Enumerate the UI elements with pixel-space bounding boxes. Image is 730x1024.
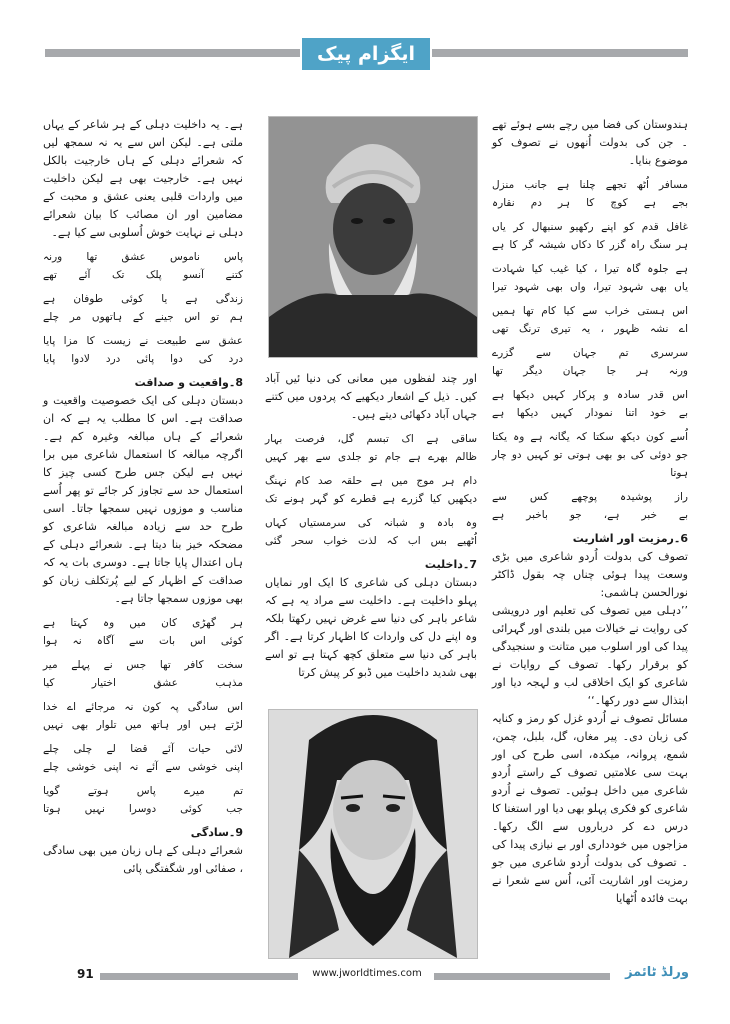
verse: غافل قدم کو اپنے رکھیو سنبھال کر یاں ہر سنگ راہ گزر کا دکاں شیشہ گر کا ہے — [492, 221, 688, 251]
verse: اس ہستی خراب سے کیا کام تھا ہمیں اے نشہ ظہور ، یہ تیری ترنگ تھی — [492, 305, 688, 335]
section-heading-9: 9۔سادگی — [190, 826, 243, 839]
verse: اُسے کون دیکھ سکتا کہ یگانہ ہے وہ یکتا جو دوئی کی بو بھی ہوتی تو کہیں دو چار ہوتا — [492, 431, 688, 479]
left-column — [43, 116, 243, 878]
middle-column — [265, 370, 477, 682]
left-intro: ہے۔ یہ داخلیت دہلی کے ہر شاعر کے یہاں ملتی ہے۔ لیکن اس سے یہ نہ سمجھ لیں کہ شعرائے دہلی کے ہاں خارجیت بالکل نہیں ہے۔ خارجیت بھی ہے لیکن داخلیت میں واردات قلبی یعنی عشق و محبت کے مضامین اور ان مصائب کا بیان شعرائے دہلی نے نہایت خوش اُسلوبی سے کیا ہے۔ — [43, 118, 243, 239]
middle-intro: اور چند لفظوں میں معانی کی دنیا ئیں آباد کیں۔ ذیل کے اشعار دیکھیے کہ پردوں میں کتنے جہاں آباد دکھائی دیتے ہیں۔ — [265, 372, 477, 421]
verse: زندگی ہے یا کوئی طوفان ہے ہم تو اس جینے کے ہاتھوں مر چلے — [43, 293, 243, 323]
verse: سخت کافر تھا جس نے پہلے میر مذہب عشق اختیار کیا — [43, 659, 243, 689]
paragraph-6b: مسائل تصوف نے اُردو غزل کو رمز و کنایہ کی زبان دی۔ پیر مغاں، گل، بلبل، چمن، شمع، پروانہ، میکدہ، اسی طرح کی اور بہت سی علامتیں تصوف کے راستے اُردو شاعری میں داخل ہوئیں۔ تصوف نے اُردو شاعری کو فکری پہلو بھی دیا اور استغنا کا درس دے کر درباروں سے الگ رکھا۔ مزاجوں میں خودداری اور بے نیازی پیدا کی ۔ تصوف کی بدولت اُردو شاعری میں جو رمزیت اور اشاریت آئی، اُس سے شعرا نے بہت فائدہ اُٹھایا — [492, 712, 688, 905]
verse: ہے جلوہ گاہ تیرا ، کیا غیب کیا شہادت یاں بھی شہود تیرا، واں بھی شہود تیرا — [492, 263, 688, 293]
paragraph-6a: تصوف کی بدولت اُردو شاعری میں بڑی وسعت پیدا ہوئی چناں چہ بقول ڈاکٹر نورالحسن ہاشمی: — [492, 550, 688, 599]
paragraph-7: دبستان دہلی کی شاعری کا ایک اور نمایاں پہلو داخلیت ہے۔ داخلیت سے مراد یہ ہے کہ شاعر باہر کی دنیا سے غرض نہیں رکھتا بلکہ وہ اپنے دل کی واردات کا اظہار کرتا ہے۔ اگر باہر کی دنیا سے متعلق کچھ کہتا ہے تو اسے بھی شدید داخلیت میں ڈبو کر پیش کرتا — [265, 576, 477, 679]
verse: ساقی ہے اک تبسم گل، فرصت بہار ظالم بھرے ہے جام تو جلدی سے بھر کہیں — [265, 433, 477, 463]
verse: ہر گھڑی کان میں وہ کہتا ہے کوئی اس بات سے آگاہ نہ ہوا — [43, 617, 243, 647]
verse: وہ بادہ و شبانہ کی سرمستیاں کہاں اُٹھیے بس اب کہ لذت خواب سحر گئی — [265, 517, 477, 547]
verse: مسافر اُٹھ تجھے چلنا ہے جانب منزل بجے ہے کوچ کا ہر دم نقارہ — [492, 179, 688, 209]
verse: دام ہر موج میں ہے حلقہ صد کام نہنگ دیکھیں کیا گزرے ہے قطرے کو گہر ہونے تک — [265, 475, 477, 505]
brand-logo: ورلڈ ٹائمز — [625, 965, 689, 980]
paragraph-8: دبستان دہلی کی ایک خصوصیت واقعیت و صداقت ہے۔ اس کا مطلب یہ ہے کہ ان شعرائے کے ہاں مبالغہ وغیرہ کم ہے۔ اگرچہ مبالغہ کا استعمال شاعری میں برا نہیں ہے لیکن جس طرح کسی چیز کا استعمال حد سے تجاوز کر جائے تو پھر اُسے مناسب و موزوں نہیں سمجھا جاتا۔ اسی طرح حد سے زیادہ مبالغہ شاعری کو مضحکہ خیز بنا دیتا ہے۔ شعرائے دہلی کے ہاں اعتدال پایا جاتا ہے۔ دوسری بات یہ کہ صداقت کے اظہار کے لیے پُرتکلف زبان کو بھی موزوں سمجھا جاتا ہے۔ — [43, 394, 243, 605]
verse: سرسری تم جہان سے گزرے ورنہ ہر جا جہان دیگر تھا — [492, 347, 688, 377]
verse: راز پوشیدہ پوچھے کس سے بے خبر ہے، جو باخبر ہے — [492, 491, 688, 521]
header-rule-right — [432, 49, 688, 57]
right-column — [492, 116, 688, 908]
right-intro: ہندوستان کی فضا میں رچے بسے ہوئے تھے ۔ جن کی بدولت اُنھوں نے تصوف کو موضوع بنایا۔ — [492, 118, 688, 167]
verse: پاس ناموس عشق تھا ورنہ کتنے آنسو پلک تک آئے تھے — [43, 251, 243, 281]
verse: تم میرے پاس ہوتے گویا جب کوئی دوسرا نہیں ہوتا — [43, 785, 243, 815]
paragraph-9: شعرائے دہلی کے ہاں زبان میں بھی سادگی ، صفائی اور شگفتگی پائی — [43, 844, 243, 875]
footer-rule-left — [100, 973, 298, 980]
footer-rule-right — [434, 973, 610, 980]
footer-url[interactable]: www.jworldtimes.com — [312, 968, 422, 979]
section-title: ایگزام پیک — [302, 38, 430, 70]
verse: لائی حیات آئے قضا لے چلی چلے اپنی خوشی سے آئے نہ اپنی خوشی چلے — [43, 743, 243, 773]
page-number: 91 — [77, 967, 94, 981]
portrait-sketch-bearded — [268, 709, 478, 959]
portrait-photo-turban — [268, 116, 478, 358]
section-heading-7: 7۔داخلیت — [424, 558, 477, 571]
verse: اس سادگی پہ کون نہ مرجائے اے خدا لڑتے ہیں اور ہاتھ میں تلوار بھی نہیں — [43, 701, 243, 731]
header-rule-left — [45, 49, 300, 57]
section-heading-6: 6۔رمزیت اور اشاریت — [572, 532, 688, 545]
block-quote: ’’دہلی میں تصوف کی تعلیم اور درویشی کی روایت نے خیالات میں بلندی اور گہرائی پیدا کی اور اسلوب میں متانت و سنجیدگی کو برقرار رکھا۔ تصوف کے روایات نے شاعری کو ایک اخلاقی لب و لہجہ دیا اور ابتذال سے دور رکھا۔‘‘ — [492, 604, 688, 707]
verse: اس قدر سادہ و پرکار کہیں دیکھا ہے بے خود اتنا نمودار کہیں دیکھا ہے — [492, 389, 688, 419]
verse: عشق سے طبیعت نے زیست کا مزا پایا درد کی دوا پائی درد لادوا پایا — [43, 335, 243, 365]
section-heading-8: 8۔واقعیت و صداقت — [134, 376, 243, 389]
